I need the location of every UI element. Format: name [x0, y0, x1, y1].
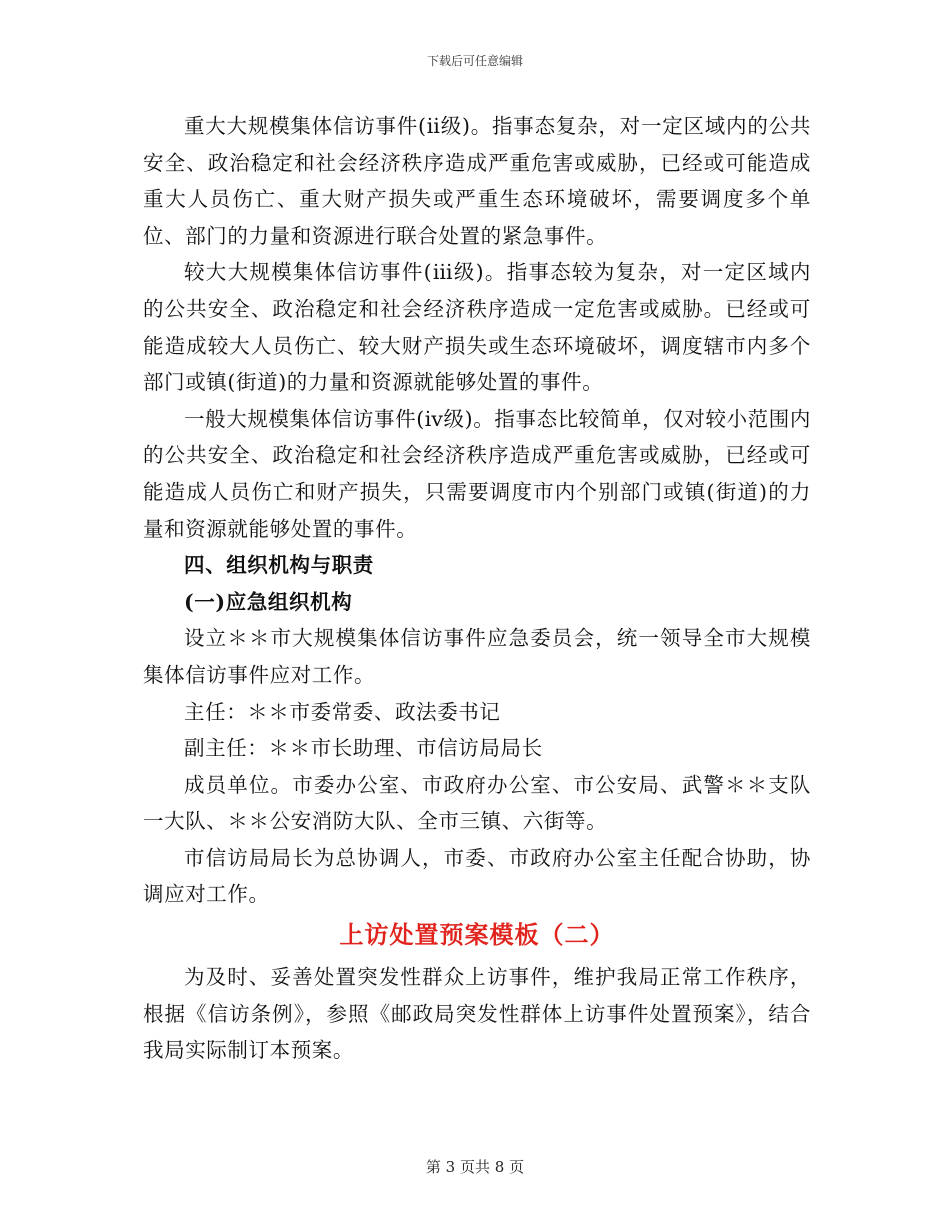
paragraph-level-iii: 较大大规模集体信访事件(ⅲ级)。指事态较为复杂，对一定区域内的公共安全、政治稳定和社会经济秩序造成一定危害或威胁。已经或可能造成较大人员伤亡、较大财产损失或生态环境破坏，调度辖市内多个部门或镇(街道)的力量和资源就能够处置的事件。: [143, 260, 811, 395]
paragraph-director: 主任：＊＊市委常委、政法委书记: [184, 699, 501, 724]
document-body: [143, 108, 811, 1069]
paragraph-template-intro: 为及时、妥善处置突发性群众上访事件，维护我局正常工作秩序，根据《信访条例》，参照《邮政局突发性群体上访事件处置预案》，结合我局实际制订本预案。: [143, 965, 811, 1063]
paragraph-committee: 设立＊＊市大规模集体信访事件应急委员会，统一领导全市大规模集体信访事件应对工作。: [143, 626, 811, 687]
page-footer: 第 3 页共 8 页: [425, 1158, 525, 1176]
subsection-heading-emergency-org: (一)应急组织机构: [184, 589, 353, 614]
paragraph-level-iv: 一般大规模集体信访事件(ⅳ级)。指事态比较简单，仅对较小范围内的公共安全、政治稳定和社会经济秩序造成严重危害或威胁，已经或可能造成人员伤亡和财产损失，只需要调度市内个别部门或镇(街道)的力量和资源就能够处置的事件。: [143, 406, 811, 541]
paragraph-deputy-director: 副主任：＊＊市长助理、市信访局局长: [184, 736, 543, 761]
paragraph-member-units: 成员单位。市委办公室、市政府办公室、市公安局、武警＊＊支队一大队、＊＊公安消防大队、全市三镇、六街等。: [143, 772, 811, 834]
page-header: 下载后可任意编辑: [426, 54, 523, 68]
paragraph-coordinator: 市信访局局长为总协调人，市委、市政府办公室主任配合协助，协调应对工作。: [143, 845, 811, 907]
paragraph-level-ii: 重大大规模集体信访事件(ⅱ级)。指事态复杂，对一定区域内的公共安全、政治稳定和社会经济秩序造成严重危害或威胁，已经或可能造成重大人员伤亡、重大财产损失或严重生态环境破坏，需要调度多个单位、部门的力量和资源进行联合处置的紧急事件。: [143, 114, 811, 248]
template-title: 上访处置预案模板（二）: [339, 920, 615, 950]
section-heading-organization: 四、组织机构与职责: [184, 553, 374, 578]
